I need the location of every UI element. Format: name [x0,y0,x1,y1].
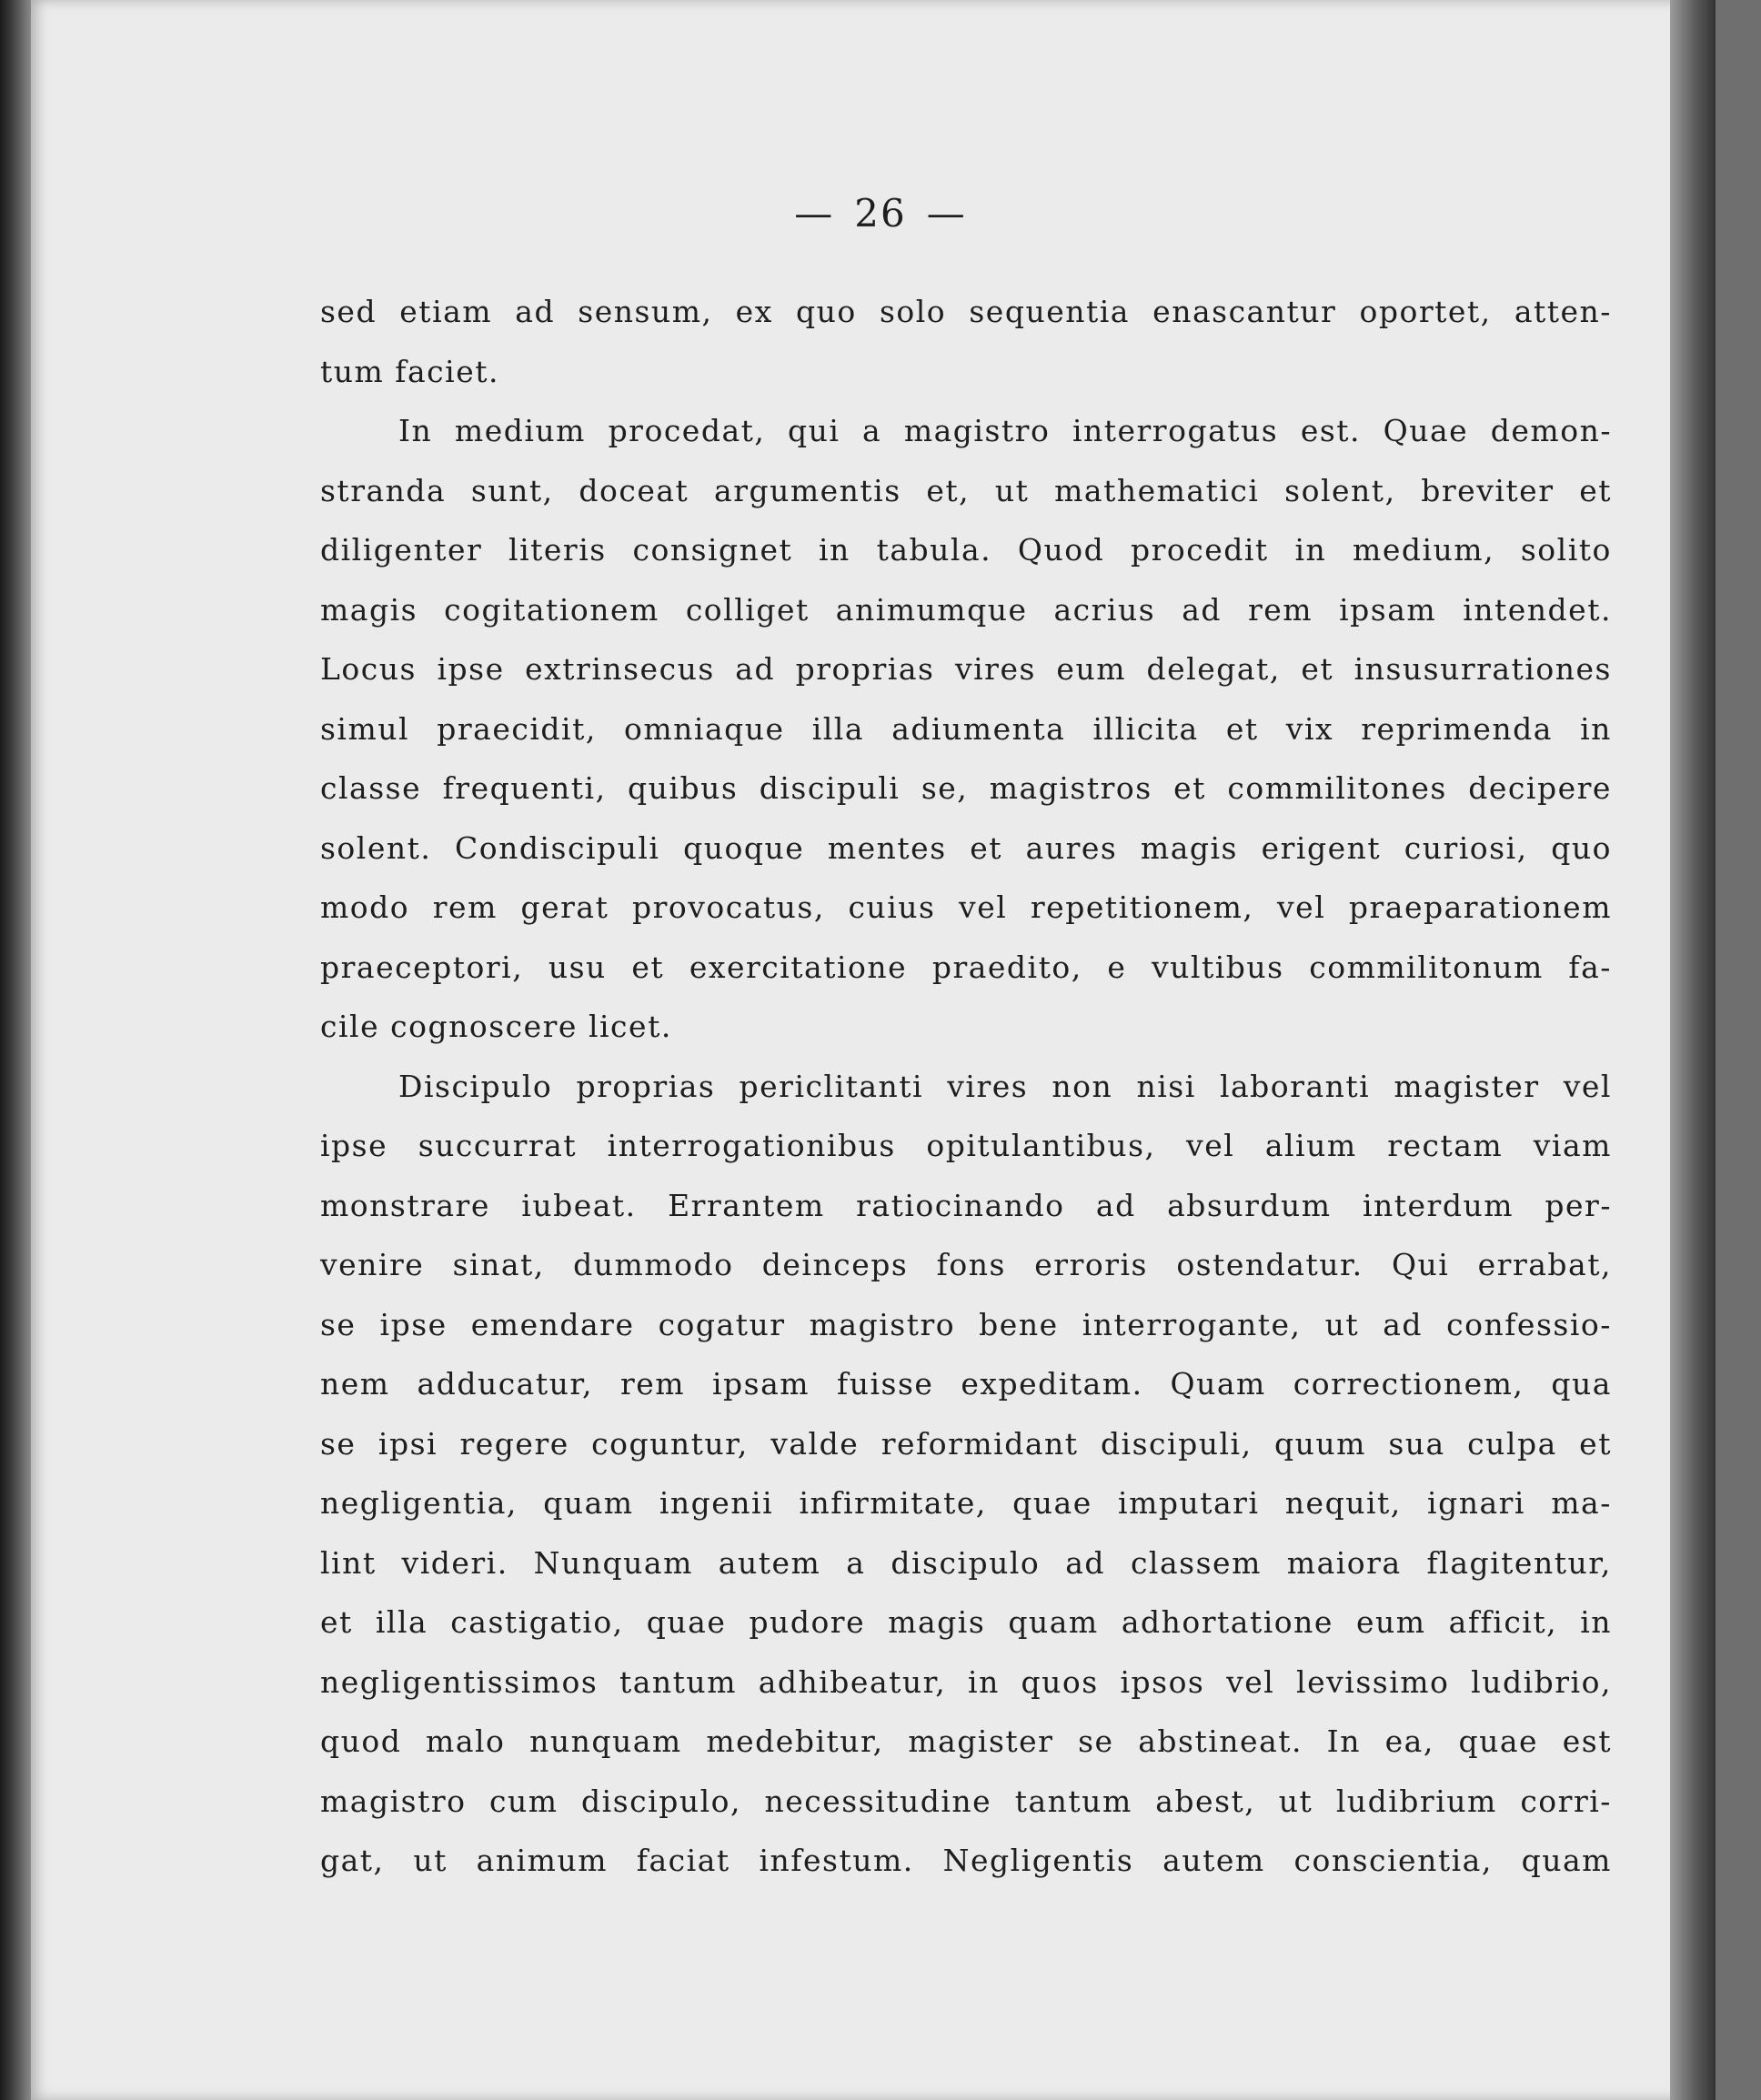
text-line-content: Discipulo proprias periclitanti vires non nisi laboranti magister vel [398,1068,1612,1104]
text-line-content: praeceptori, usu et exercitatione praedito, e vultibus commilitonum fa- [320,949,1612,985]
text-line [320,997,1612,1057]
text-line-content: cile cognoscere licet. [320,1009,672,1044]
page-number-right-dash: — [926,191,967,236]
text-line [320,1473,1612,1533]
text-line-content: et illa castigatio, quae pudore magis quam adhortatione eum afficit, in [320,1604,1612,1640]
text-line [320,580,1612,640]
text-line-content: stranda sunt, doceat argumentis et, ut mathematici solent, breviter et [320,472,1612,508]
text-line [320,1057,1612,1117]
text-line [320,1712,1612,1772]
text-line [320,1295,1612,1355]
text-line-content: nem adducatur, rem ipsam fuisse expeditam. Quam correctionem, qua [320,1366,1612,1402]
text-line [320,1831,1612,1891]
text-line-content: tum faciet. [320,353,500,389]
page-number-line [0,191,1761,236]
text-line [320,878,1612,938]
binding-shadow [0,0,31,2100]
text-line-content: lint videri. Nunquam autem a discipulo ad classem maiora flagitentur, [320,1544,1612,1581]
text-line-content: solent. Condiscipuli quoque mentes et aures magis erigent curiosi, quo [320,829,1612,866]
text-line-content: magis cogitationem colliget animumque acrius ad rem ipsam intendet. [320,591,1612,628]
text-line [320,1653,1612,1713]
text-line [320,1116,1612,1176]
body-text [320,282,1612,1891]
page-number-left-dash: — [794,191,835,236]
text-line [320,282,1612,342]
text-line-content: simul praecidit, omniaque illa adiumenta illicita et vix reprimenda in [320,710,1612,747]
text-line [320,1414,1612,1474]
page-number: 26 [854,191,907,236]
text-line-content: se ipse emendare cogatur magistro bene interrogante, ut ad confessio- [320,1306,1612,1342]
text-line-content: gat, ut animum faciat infestum. Negligentis autem conscientia, quam [320,1843,1612,1878]
text-line [320,461,1612,521]
text-line [320,1235,1612,1295]
text-line-content: sed etiam ad sensum, ex quo solo sequentia enascantur oportet, atten- [320,294,1612,329]
text-line [320,1772,1612,1832]
text-line [320,1176,1612,1236]
text-line [320,520,1612,580]
text-line [320,401,1612,461]
text-line-content: Locus ipse extrinsecus ad proprias vires eum delegat, et insusurrationes [320,651,1612,687]
text-line [320,342,1612,402]
text-line-content: negligentissimos tantum adhibeatur, in quos ipsos vel levissimo ludibrio, [320,1663,1612,1700]
text-line-content: monstrare iubeat. Errantem ratiocinando ad absurdum interdum per- [320,1187,1612,1223]
text-line-content: ipse succurrat interrogationibus opitulantibus, vel alium rectam viam [320,1128,1612,1163]
text-line-content: classe frequenti, quibus discipuli se, magistros et commilitones decipere [320,770,1612,806]
text-line [320,819,1612,879]
text-line [320,1593,1612,1653]
text-line [320,1354,1612,1414]
text-line-content: diligenter literis consignet in tabula. Quod procedit in medium, solito [320,532,1612,568]
text-line-content: venire sinat, dummodo deinceps fons erroris ostendatur. Qui errabat, [320,1247,1612,1282]
text-line [320,759,1612,819]
text-line-content: In medium procedat, qui a magistro interrogatus est. Quae demon- [398,413,1612,448]
text-line [320,938,1612,998]
text-line-content: magistro cum discipulo, necessitudine tantum abest, ut ludibrium corri- [320,1783,1612,1819]
text-line [320,1533,1612,1593]
text-line-content: negligentia, quam ingenii infirmitate, quae imputari nequit, ignari ma- [320,1485,1612,1521]
text-line [320,639,1612,699]
text-line-content: se ipsi regere coguntur, valde reformidant discipuli, quum sua culpa et [320,1425,1612,1462]
text-line [320,699,1612,759]
page-edge [1670,0,1716,2100]
text-line-content: quod malo nunquam medebitur, magister se abstineat. In ea, quae est [320,1723,1612,1759]
text-line-content: modo rem gerat provocatus, cuius vel repetitionem, vel praeparationem [320,889,1612,925]
